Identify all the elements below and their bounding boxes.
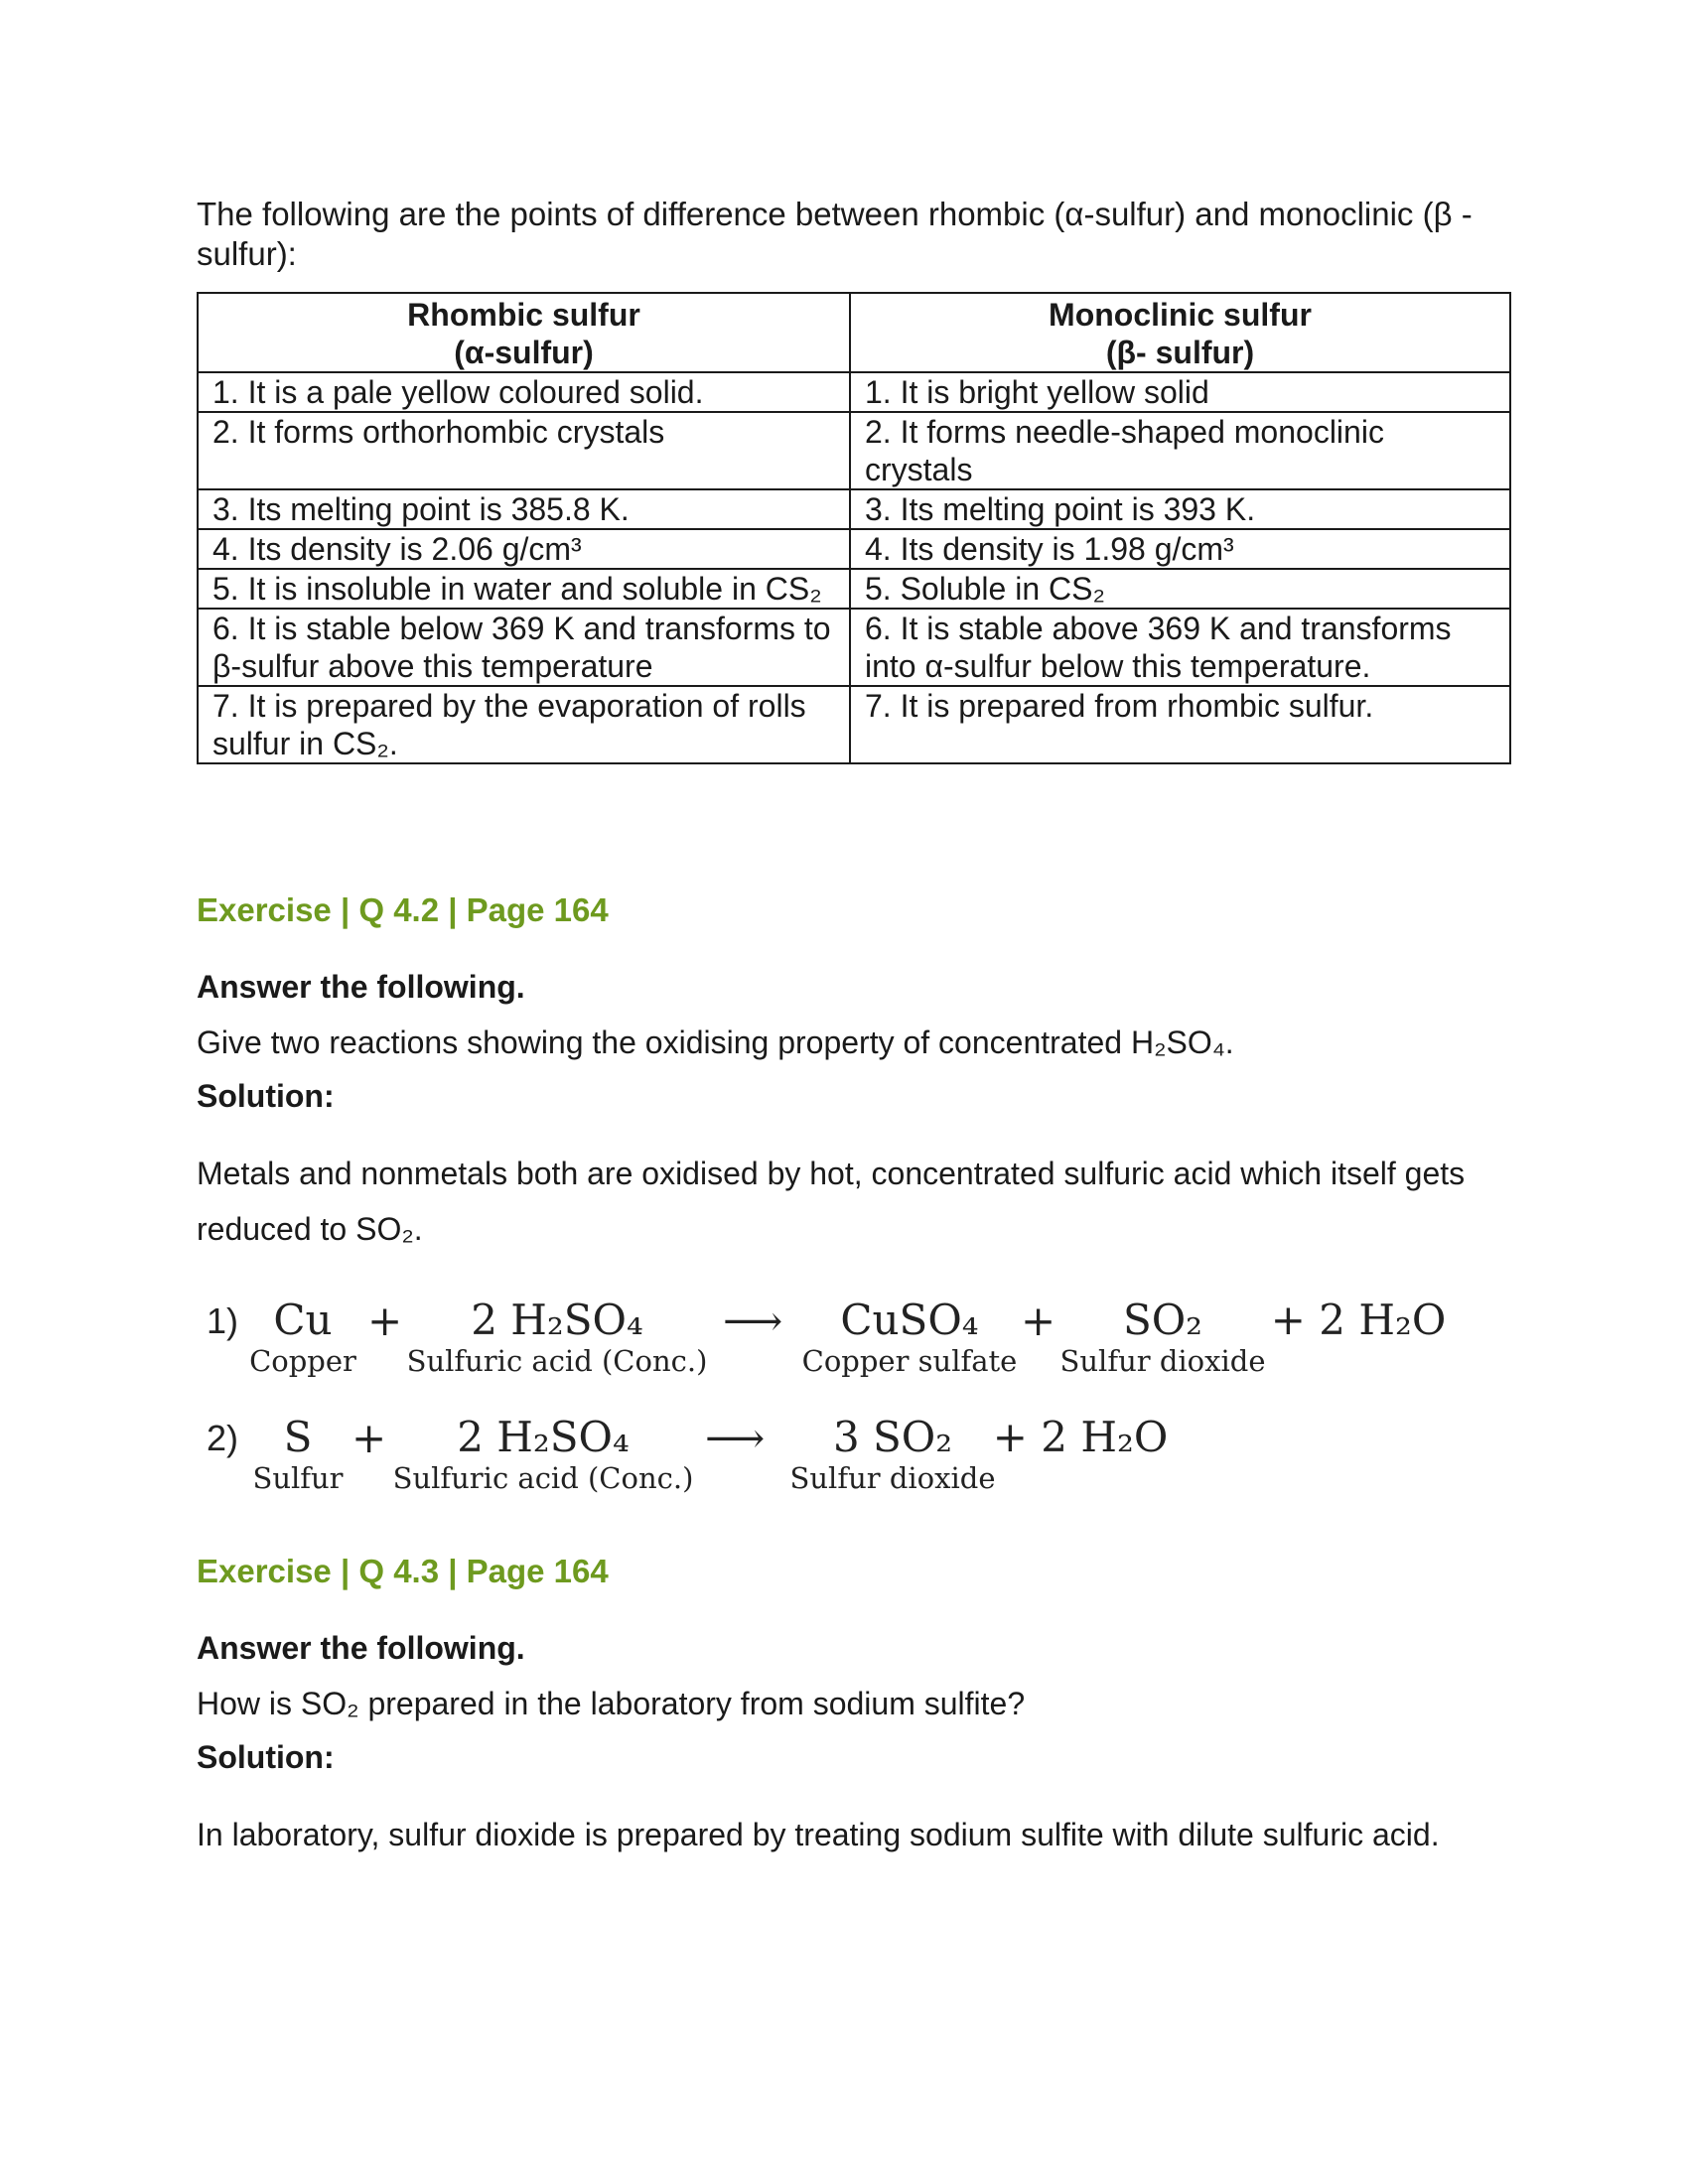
compound-name: Sulfur dioxide: [789, 1461, 996, 1495]
table-row: [198, 686, 1510, 763]
formula: 2 H₂SO₄: [457, 1413, 630, 1461]
comparison-table: [197, 292, 1511, 764]
product-sulfur-dioxide: [1056, 1297, 1269, 1378]
formula: + 2 H₂O: [1270, 1296, 1447, 1344]
intro-paragraph: The following are the points of difference between rhombic (α-sulfur) and monoclinic (β - sulfur):: [197, 196, 1473, 272]
table-row: [198, 412, 1510, 489]
table-cell: 6. It is stable below 369 K and transforms to β-sulfur above this temperature: [198, 609, 850, 686]
formula: S: [283, 1413, 313, 1461]
reactant-sulfur: [248, 1414, 348, 1495]
instruction-q4-2: Answer the following.: [197, 969, 525, 1005]
table-cell: 4. Its density is 2.06 g/cm³: [198, 529, 850, 569]
answer-q4-3: In laboratory, sulfur dioxide is prepared by treating sodium sulfite with dilute sulfuric acid.: [197, 1817, 1440, 1852]
product-copper-sulfate: [800, 1297, 1019, 1378]
reactant-sulfuric-acid: [403, 1297, 711, 1378]
table-cell: 6. It is stable above 369 K and transforms into α-sulfur below this temperature.: [850, 609, 1510, 686]
table-row: [198, 529, 1510, 569]
compound-name: Sulfur dioxide: [1059, 1344, 1266, 1378]
reactant-sulfuric-acid: [389, 1414, 697, 1495]
exercise-heading-q4-2[interactable]: Exercise | Q 4.2 | Page 164: [197, 891, 609, 928]
table-cell: 3. Its melting point is 393 K.: [850, 489, 1510, 529]
plus-sign: +: [367, 1297, 403, 1345]
instruction-q4-3: Answer the following.: [197, 1630, 525, 1666]
compound-name: Sulfur: [252, 1461, 344, 1495]
header-monoclinic: [850, 293, 1510, 372]
table-cell: 3. Its melting point is 385.8 K.: [198, 489, 850, 529]
compound-name: Copper sulfate: [801, 1344, 1018, 1378]
header-monoclinic-title: Monoclinic sulfur: [1049, 297, 1312, 333]
table-row: [198, 609, 1510, 686]
reaction-number: 2): [207, 1418, 239, 1458]
reactant-copper: [248, 1297, 357, 1378]
table-cell: 2. It forms orthorhombic crystals: [198, 412, 850, 489]
table-cell: 5. It is insoluble in water and soluble in CS₂: [198, 569, 850, 609]
table-header-row: [198, 293, 1510, 372]
formula: 3 SO₂: [832, 1413, 953, 1461]
compound-name: Copper: [249, 1344, 356, 1378]
header-rhombic-subtitle: (α-sulfur): [454, 335, 594, 370]
table-row: [198, 569, 1510, 609]
arrow-icon: ⟶: [723, 1297, 783, 1345]
table-cell: 5. Soluble in CS₂: [850, 569, 1510, 609]
table-row: [198, 372, 1510, 412]
product-water: [991, 1414, 1170, 1461]
table-cell: 2. It forms needle-shaped monoclinic crystals: [850, 412, 1510, 489]
solution-label-q4-2: Solution:: [197, 1078, 335, 1114]
header-rhombic: [198, 293, 850, 372]
table-cell: 7. It is prepared by the evaporation of rolls sulfur in CS₂.: [198, 686, 850, 763]
reaction-number: 1): [207, 1300, 239, 1341]
compound-name: Sulfuric acid (Conc.): [392, 1461, 694, 1495]
product-water: [1269, 1297, 1448, 1344]
question-q4-2: Give two reactions showing the oxidising property of concentrated H₂SO₄.: [197, 1024, 1234, 1060]
table-cell: 1. It is bright yellow solid: [850, 372, 1510, 412]
compound-name: Sulfuric acid (Conc.): [406, 1344, 708, 1378]
header-monoclinic-subtitle: (β- sulfur): [1105, 335, 1255, 370]
reaction-equation-2: [197, 1414, 1507, 1503]
plus-sign: +: [352, 1414, 387, 1462]
reaction-equation-1: [197, 1297, 1507, 1386]
solution-label-q4-3: Solution:: [197, 1739, 335, 1775]
question-q4-3: How is SO₂ prepared in the laboratory from sodium sulfite?: [197, 1686, 1026, 1721]
formula: CuSO₄: [840, 1296, 979, 1344]
table-cell: 4. Its density is 1.98 g/cm³: [850, 529, 1510, 569]
answer-q4-2: Metals and nonmetals both are oxidised by hot, concentrated sulfuric acid which itself gets reduced to SO₂.: [197, 1156, 1466, 1247]
formula: Cu: [273, 1296, 333, 1344]
header-rhombic-title: Rhombic sulfur: [407, 297, 640, 333]
plus-sign: +: [1021, 1297, 1056, 1345]
formula: SO₂: [1122, 1296, 1203, 1344]
arrow-icon: ⟶: [705, 1414, 766, 1462]
table-cell: 7. It is prepared from rhombic sulfur.: [850, 686, 1510, 763]
product-sulfur-dioxide: [780, 1414, 1005, 1495]
formula: 2 H₂SO₄: [471, 1296, 643, 1344]
exercise-heading-q4-3[interactable]: Exercise | Q 4.3 | Page 164: [197, 1553, 609, 1589]
table-row: [198, 489, 1510, 529]
formula: + 2 H₂O: [992, 1413, 1169, 1461]
table-cell: 1. It is a pale yellow coloured solid.: [198, 372, 850, 412]
